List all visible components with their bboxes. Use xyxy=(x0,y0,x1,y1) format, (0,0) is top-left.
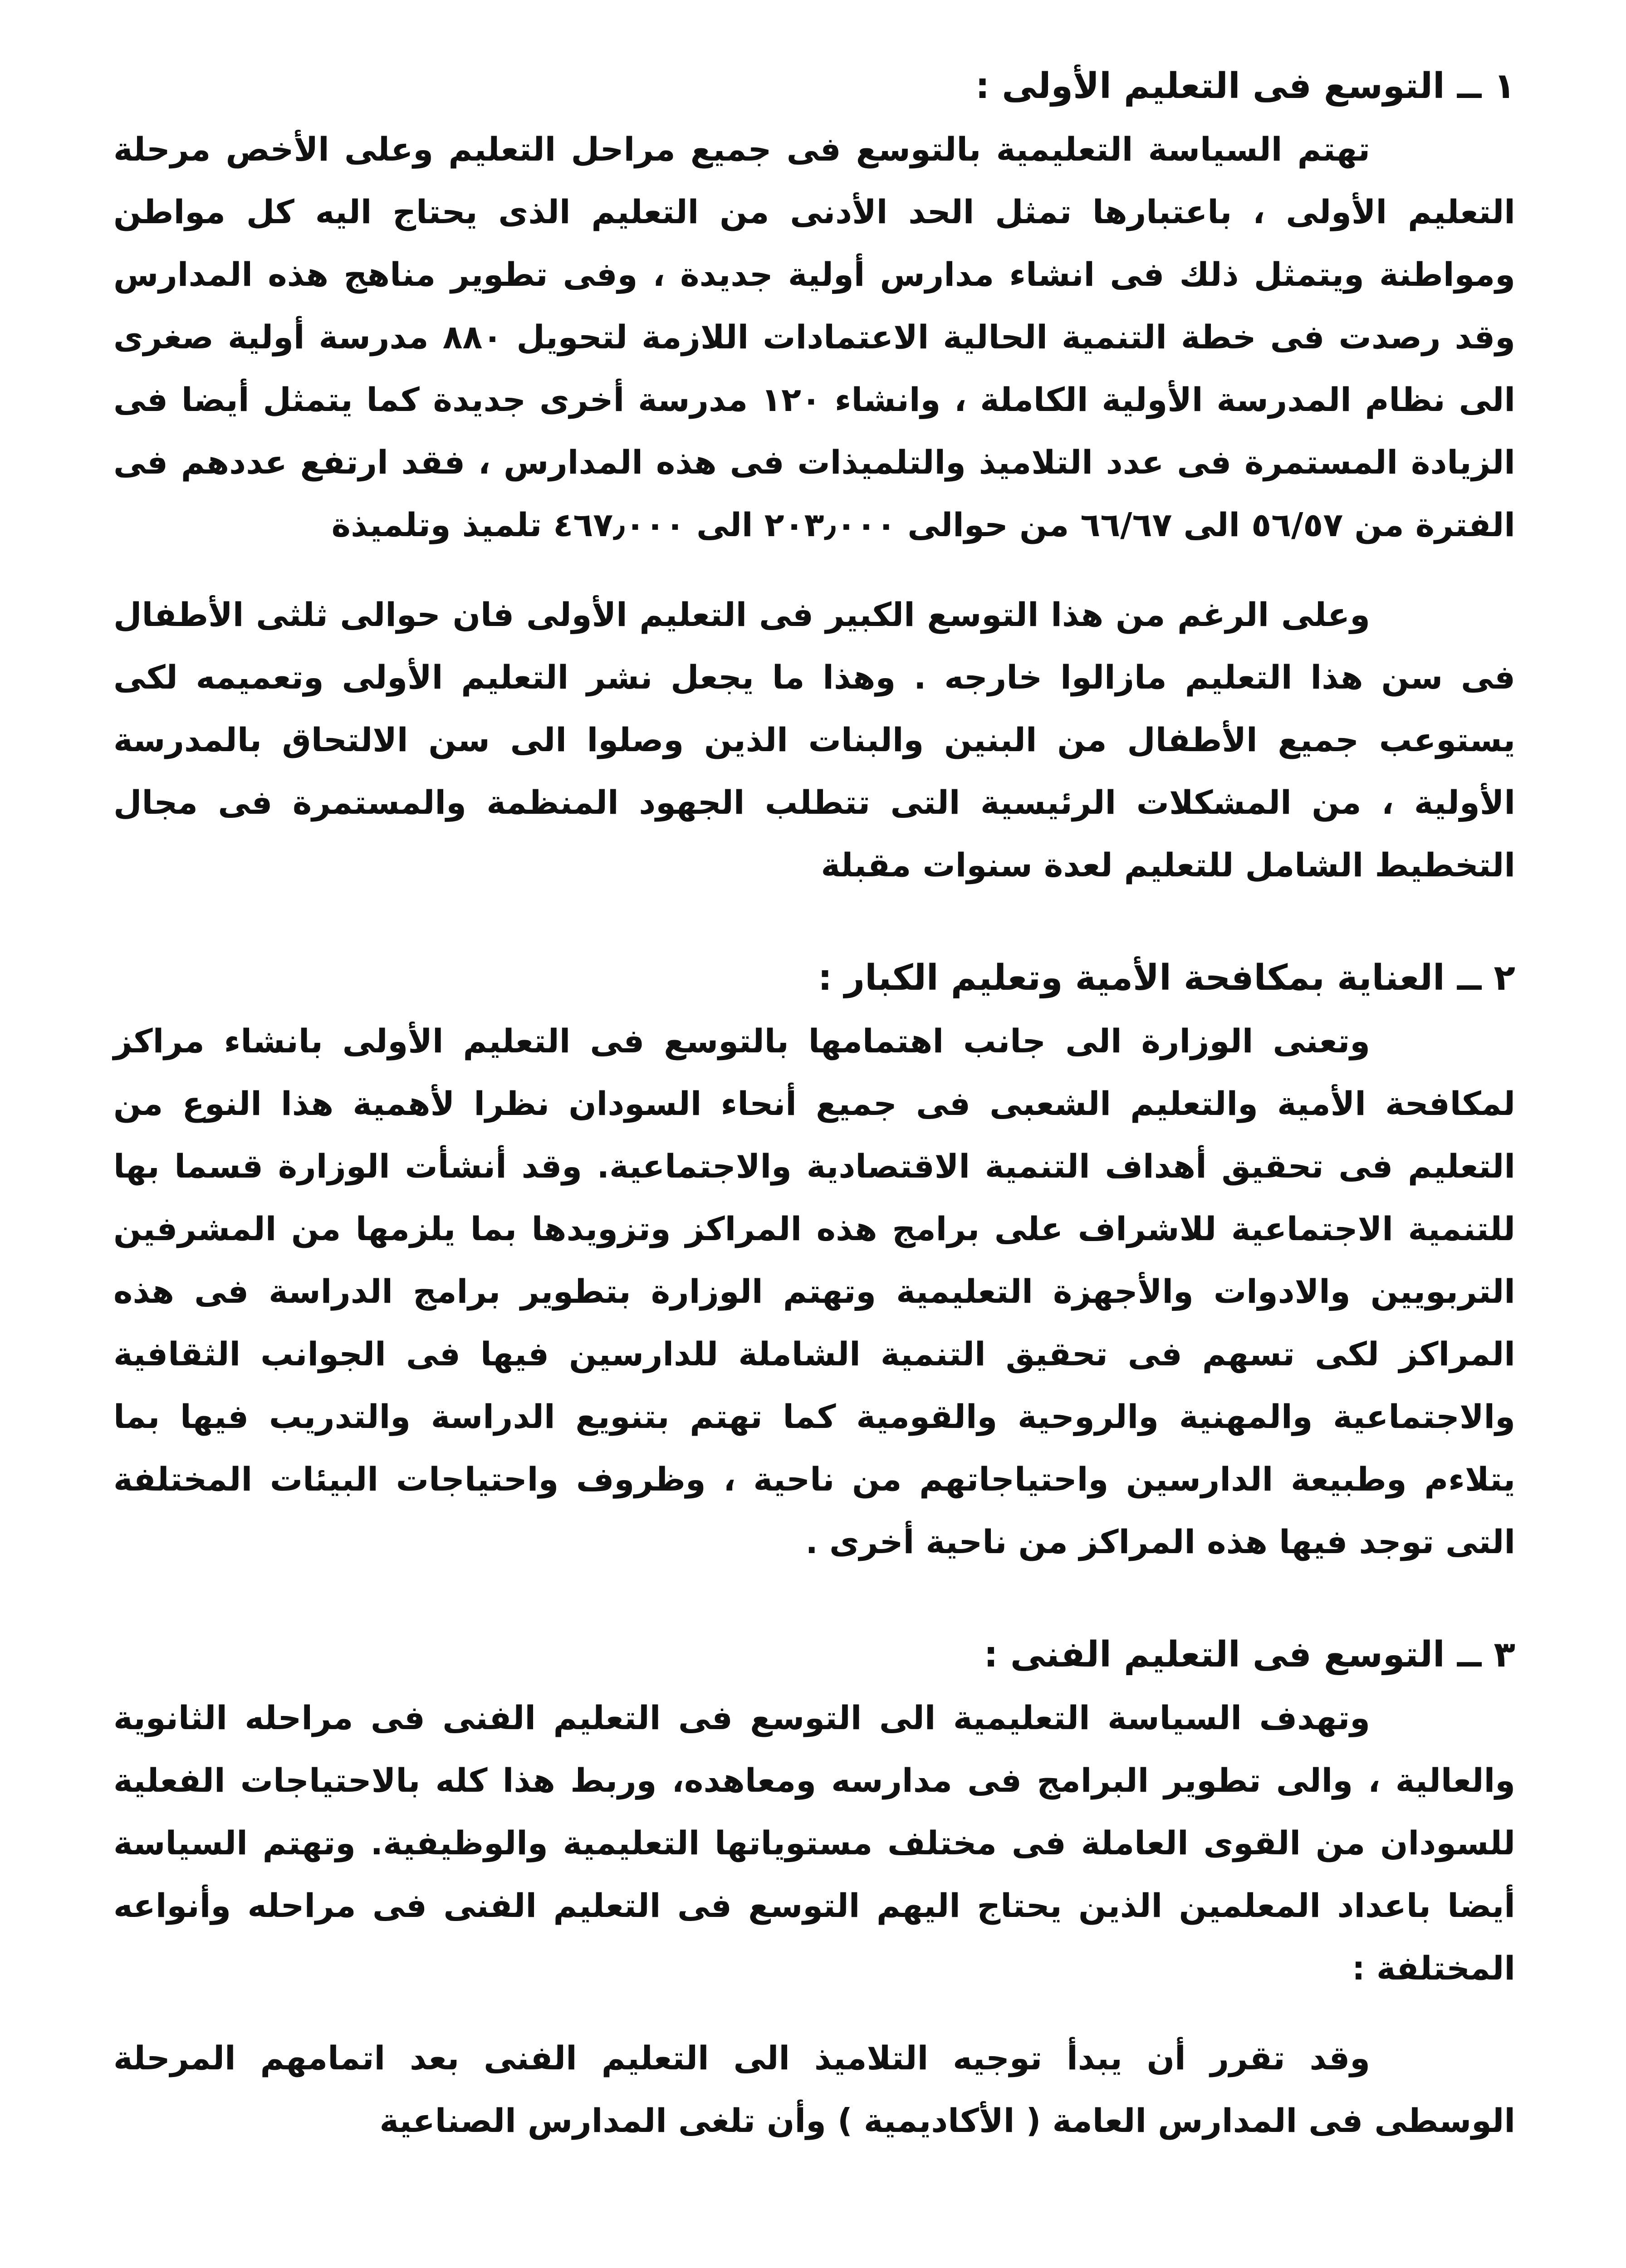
section-2-heading: ٢ ــ العناية بمكافحة الأمية وتعليم الكبار : xyxy=(818,958,1515,998)
section-3-heading: ٣ ــ التوسع فى التعليم الفنى : xyxy=(984,1634,1515,1675)
section-1-paragraph-1: تهتم السياسة التعليمية بالتوسع فى جميع مراحل التعليم وعلى الأخص مرحلة التعليم الأولى ، باعتبارها تمثل الحد الأدنى من التعليم الذى يحتاج اليه كل مواطن ومواطنة ويتمثل ذلك فى انشاء مدارس أولية جديدة ، وفى تطوير مناهج هذه المدارس وقد رصدت فى خطة التنمية الحالية الاعتمادات اللازمة لتحويل ٨٨٠ مدرسة أولية صغرى الى نظام المدرسة الأولية الكاملة ، وانشاء ١٢٠ مدرسة أخرى جديدة كما يتمثل أيضا فى الزيادة المستمرة فى عدد التلاميذ والتلميذات فى هذه المدارس ، فقد ارتفع عددهم فى الفترة من ٥٦/٥٧ الى ٦٦/٦٧ من حوالى ٢٠٣٫٠٠٠ الى ٤٦٧٫٠٠٠ تلميذ وتلميذة xyxy=(113,130,1515,544)
document-page xyxy=(113,54,1515,2152)
section-1-paragraph-2: وعلى الرغم من هذا التوسع الكبير فى التعليم الأولى فان حوالى ثلثى الأطفال فى سن هذا التعليم مازالوا خارجه . وهذا ما يجعل نشر التعليم الأولى وتعميمه لكى يستوعب جميع الأطفال من البنين والبنات الذين وصلوا الى سن الالتحاق بالمدرسة الأولية ، من المشكلات الرئيسية التى تتطلب الجهود المنظمة والمستمرة فى مجال التخطيط الشامل للتعليم لعدة سنوات مقبلة xyxy=(113,596,1515,884)
section-3-paragraph-2: وقد تقرر أن يبدأ توجيه التلاميذ الى التعليم الفنى بعد اتمامهم المرحلة الوسطى فى المدارس العامة ( الأكاديمية ) وأن تلغى المدارس الصناعية xyxy=(113,2039,1515,2140)
section-1-heading: ١ ــ التوسع فى التعليم الأولى : xyxy=(975,66,1515,107)
section-3-paragraph-1: وتهدف السياسة التعليمية الى التوسع فى التعليم الفنى فى مراحله الثانوية والعالية ، والى تطوير البرامج فى مدارسه ومعاهده، وربط هذا كله بالاحتياجات الفعلية للسودان من القوى العاملة فى مختلف مستوياتها التعليمية والوظيفية. وتهتم السياسة أيضا باعداد المعلمين الذين يحتاج اليهم التوسع فى التعليم الفنى فى مراحله وأنواعه المختلفة : xyxy=(113,1699,1515,1987)
section-2-paragraph-1: وتعنى الوزارة الى جانب اهتمامها بالتوسع فى التعليم الأولى بانشاء مراكز لمكافحة الأمية والتعليم الشعبى فى جميع أنحاء السودان نظرا لأهمية هذا النوع من التعليم فى تحقيق أهداف التنمية الاقتصادية والاجتماعية. وقد أنشأت الوزارة قسما بها للتنمية الاجتماعية للاشراف على برامج هذه المراكز وتزويدها بما يلزمها من المشرفين التربويين والادوات والأجهزة التعليمية وتهتم الوزارة بتطوير برامج الدراسة فى هذه المراكز لكى تسهم فى تحقيق التنمية الشاملة للدارسين فيها فى الجوانب الثقافية والاجتماعية والمهنية والروحية والقومية كما تهتم بتنويع الدراسة والتدريب فيها بما يتلاءم وطبيعة الدارسين واحتياجاتهم من ناحية ، وظروف واحتياجات البيئات المختلفة التى توجد فيها هذه المراكز من ناحية أخرى . xyxy=(113,1022,1515,1561)
